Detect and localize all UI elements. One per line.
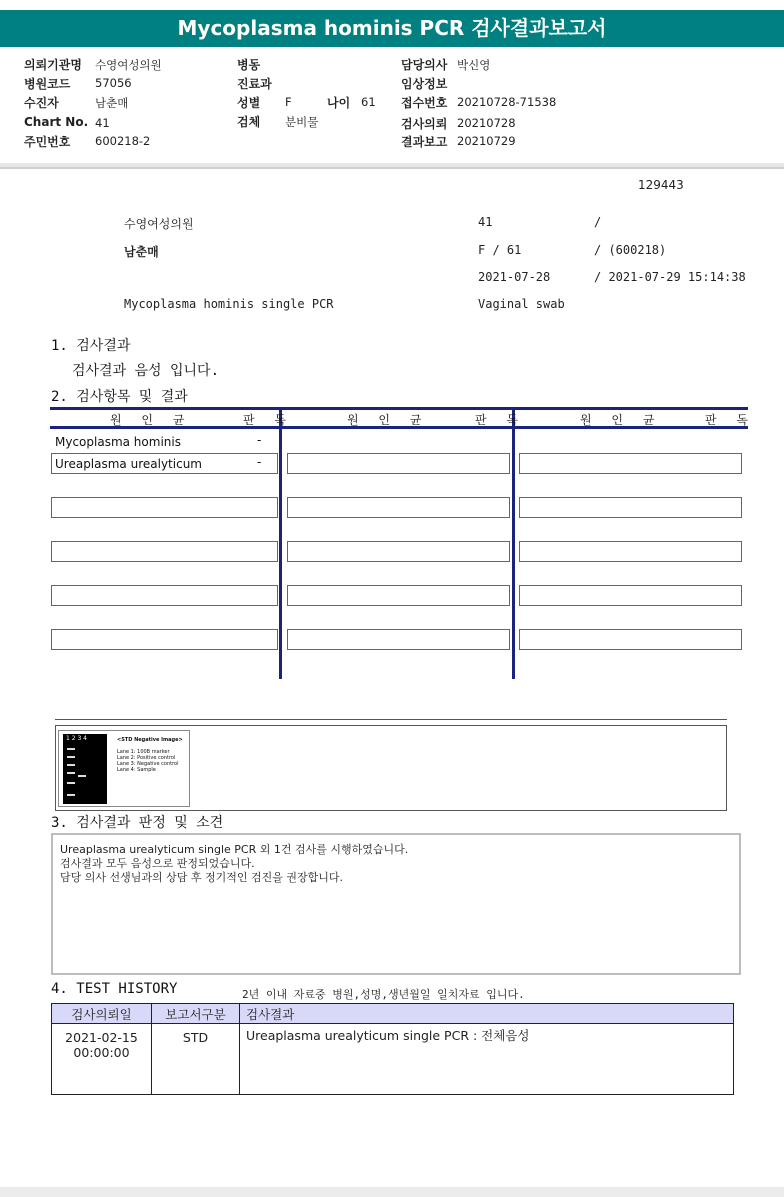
gel-band xyxy=(78,775,86,777)
section1-text: 검사결과 음성 입니다. xyxy=(72,363,220,379)
table-row xyxy=(52,1024,734,1095)
history-header: 검사의뢰일 xyxy=(52,1004,152,1024)
header-label: 결과보고 xyxy=(401,135,448,149)
col-header-result: 판 독 xyxy=(243,413,294,427)
header-label: 검사의뢰 xyxy=(401,117,448,131)
specimen: Vaginal swab xyxy=(478,297,565,311)
section3-title: 3. 검사결과 판정 및 소견 xyxy=(51,815,224,831)
result-cell xyxy=(519,541,742,562)
history-result: Ureaplasma urealyticum single PCR : 전체음성 xyxy=(240,1024,734,1095)
result-cell xyxy=(519,453,742,474)
opinion-line: 담당 의사 선생님과의 상담 후 정기적인 검진을 권장합니다. xyxy=(60,871,343,884)
date-received: 2021-07-28 xyxy=(478,270,551,284)
result-cell xyxy=(287,453,510,474)
header-value: 분비물 xyxy=(285,115,319,129)
col-header-result: 판 독 xyxy=(705,413,756,427)
chart-number: 41 xyxy=(478,215,493,229)
history-header: 검사결과 xyxy=(240,1004,734,1024)
page-bottom xyxy=(0,1187,784,1197)
opinion-line: Ureaplasma urealyticum single PCR 외 1건 검사를 시행하였습니다. xyxy=(60,843,409,856)
gel-band xyxy=(67,782,75,784)
gel-band xyxy=(67,756,75,758)
result-cell xyxy=(287,541,510,562)
gel-lane-numbers: 1 2 3 4 xyxy=(66,735,87,742)
header-value: 수영여성의원 xyxy=(95,58,162,72)
history-header-row xyxy=(52,1004,734,1024)
gel-legend-item: Lane 1: 100B marker xyxy=(117,749,170,755)
age-label: 나이 xyxy=(327,96,351,110)
header-value: 600218-2 xyxy=(95,134,151,148)
row-result: - xyxy=(257,433,262,447)
header-label: 의뢰기관명 xyxy=(24,58,82,72)
header-separator-line xyxy=(0,167,784,169)
result-cell xyxy=(51,497,278,518)
row-result: - xyxy=(257,455,262,469)
history-header: 보고서구분 xyxy=(152,1004,240,1024)
history-date-cell xyxy=(52,1024,152,1095)
result-cell xyxy=(51,541,278,562)
header-label: 수진자 xyxy=(24,96,59,110)
result-cell xyxy=(519,497,742,518)
header-value: 41 xyxy=(95,116,110,130)
header-value: 남춘매 xyxy=(95,96,129,110)
report-id: 129443 xyxy=(638,178,684,192)
history-type: STD xyxy=(152,1024,240,1095)
gel-legend-item: Lane 3: Negative control xyxy=(117,761,179,767)
result-cell xyxy=(287,629,510,650)
header-value: 57056 xyxy=(95,76,132,90)
header-value: 20210728 xyxy=(457,116,516,130)
sex-age: F / 61 xyxy=(478,243,522,257)
table-col-divider xyxy=(279,407,282,679)
gel-photo xyxy=(63,734,107,804)
header-label: 병원코드 xyxy=(24,77,71,91)
report-title: Mycoplasma hominis PCR 검사결과보고서 xyxy=(0,10,784,47)
test-name: Mycoplasma hominis single PCR xyxy=(124,297,334,311)
header-value: 박신영 xyxy=(457,58,491,72)
result-cell xyxy=(287,585,510,606)
header-value: F xyxy=(285,95,292,109)
gel-legend-item: Lane 4: Sample xyxy=(117,767,156,773)
row-pathogen: Mycoplasma hominis xyxy=(55,435,181,449)
header-value: 20210728-71538 xyxy=(457,95,557,109)
header-label: Chart No. xyxy=(24,115,89,129)
row-pathogen: Ureaplasma urealyticum xyxy=(55,457,202,471)
header-label: 접수번호 xyxy=(401,96,448,110)
header-label: 성별 xyxy=(237,96,261,110)
history-date: 2021-02-15 xyxy=(65,1030,138,1045)
chart-slash: / xyxy=(594,215,602,229)
result-cell xyxy=(51,629,278,650)
gel-title: <STD Negative Image> xyxy=(117,737,183,743)
gel-legend-item: Lane 2: Positive control xyxy=(117,755,176,761)
gel-band xyxy=(67,748,75,750)
birth-info: / (600218) xyxy=(594,243,667,257)
header-label: 임상정보 xyxy=(401,77,448,91)
header-label: 주민번호 xyxy=(24,135,71,149)
header-label: 병동 xyxy=(237,58,261,72)
table-col-divider xyxy=(512,407,515,679)
header-label: 검체 xyxy=(237,115,261,129)
header-label: 담당의사 xyxy=(401,58,448,72)
section2-title: 2. 검사항목 및 결과 xyxy=(51,389,188,405)
gel-image xyxy=(58,730,190,807)
history-table xyxy=(51,1003,734,1095)
section1-title: 1. 검사결과 xyxy=(51,338,131,354)
col-header-pathogen: 원 인 균 xyxy=(110,413,193,427)
result-cell xyxy=(287,497,510,518)
result-cell xyxy=(519,629,742,650)
gel-band xyxy=(67,794,75,796)
header-value: 20210729 xyxy=(457,134,516,148)
section4-title: 4. TEST HISTORY xyxy=(51,981,178,997)
history-time: 00:00:00 xyxy=(73,1045,130,1060)
result-cell xyxy=(51,585,278,606)
date-reported: / 2021-07-29 15:14:38 xyxy=(594,270,746,284)
gel-divider xyxy=(55,719,727,720)
patient-name: 남춘매 xyxy=(124,245,159,259)
age-value: 61 xyxy=(361,95,376,109)
gel-band xyxy=(67,764,75,766)
history-note: 2년 이내 자료중 병원,성명,생년월일 일치자료 입니다. xyxy=(242,988,525,1001)
gel-band xyxy=(67,772,75,774)
header-label: 진료과 xyxy=(237,77,272,91)
opinion-line: 검사결과 모두 음성으로 판정되었습니다. xyxy=(60,857,255,870)
clinic-name: 수영여성의원 xyxy=(124,217,194,231)
table-top-rule xyxy=(50,407,748,410)
col-header-result: 판 독 xyxy=(475,413,526,427)
result-cell xyxy=(519,585,742,606)
col-header-pathogen: 원 인 균 xyxy=(347,413,430,427)
col-header-pathogen: 원 인 균 xyxy=(580,413,663,427)
